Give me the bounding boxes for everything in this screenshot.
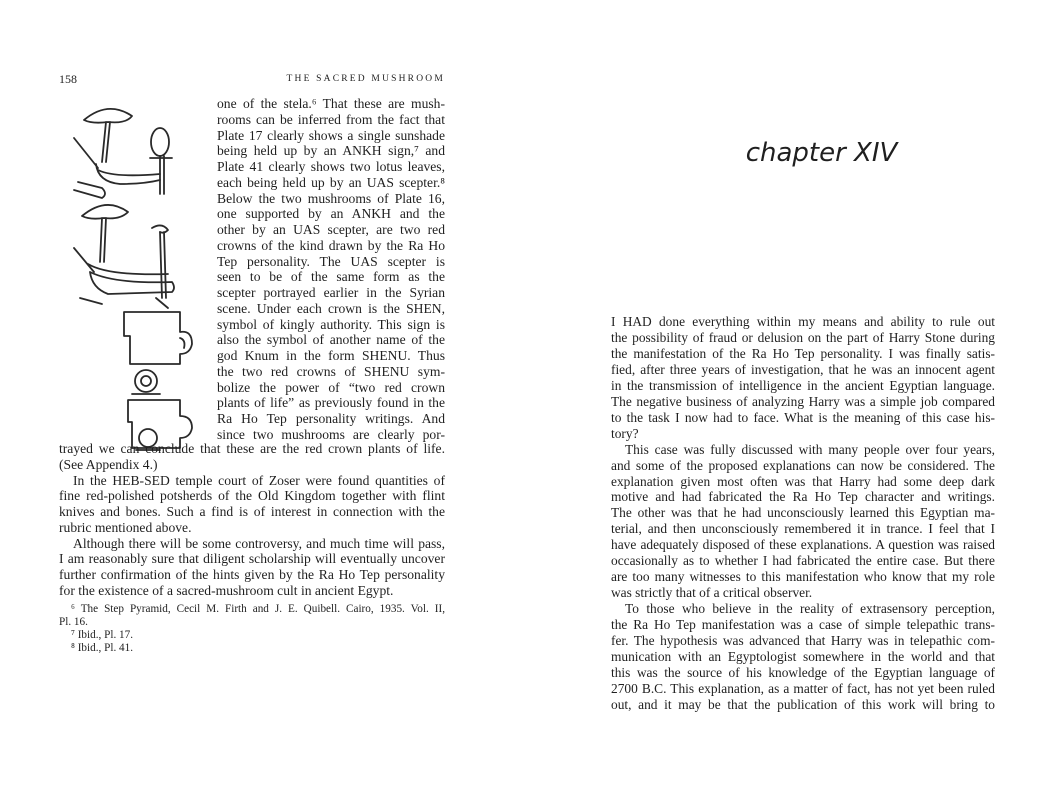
text-line: also the symbol of another name of the <box>217 332 445 348</box>
text-line: Tep personality. The UAS scepter is <box>217 253 445 269</box>
footnotes <box>59 603 445 655</box>
text-line: Plate 17 clearly shows a single sunshade <box>217 127 445 143</box>
text-line: To those who believe in the reality of extrasensory perception, <box>625 601 995 617</box>
text-line: was strictly that of a critical observer. <box>611 585 813 601</box>
text-line: the manifestation of the Ra Ho Tep personality. I was finally satis- <box>611 345 995 361</box>
hieroglyph-illustration <box>68 98 208 458</box>
text-line: The negative business of analyzing Harry was a simple job compared <box>611 393 995 409</box>
running-title: THE SACRED MUSHROOM <box>286 74 445 84</box>
text-line: Although there will be some controversy, and much time will pass, <box>73 535 445 551</box>
text-line: seen to be of the same form as the <box>217 269 445 285</box>
chapter-heading: chapter XIV <box>745 138 898 168</box>
text-line: god Knum in the form SHENU. Thus <box>217 348 445 363</box>
text-line: I am reasonably sure that diligent scholarship will eventually uncover <box>59 551 445 567</box>
footnote-line: ⁸ Ibid., Pl. 41. <box>71 642 134 654</box>
page-number: 158 <box>59 72 77 86</box>
text-line: trayed we can conclude that these are the red crown plants of life. <box>59 441 445 456</box>
text-line: other by an UAS scepter, are two red <box>217 222 445 237</box>
text-line: Ra Ho Tep personality writings. And <box>217 411 445 426</box>
text-line: bolize the power of “two red crown <box>217 379 445 395</box>
text-line: fer. The hypothesis was advanced that Harry was in telepathic com- <box>611 633 995 649</box>
text-line: one supported by an ANKH and the <box>217 206 445 222</box>
text-line: rubric mentioned above. <box>59 519 192 535</box>
text-line: fine red-polished potsherds of the Old Kingdom together with flint <box>59 488 445 504</box>
text-line: crowns of the kind drawn by the Ra Ho <box>217 237 445 253</box>
text-line: knives and bones. Such a find is of interest in connection with the <box>59 504 445 519</box>
body-text-narrow-column <box>217 96 445 443</box>
right-page <box>529 0 1059 800</box>
text-line: In the HEB-SED temple court of Zoser were found quantities of <box>73 472 445 488</box>
footnote-line: Pl. 16. <box>59 616 88 628</box>
red-crown-glyph <box>124 312 192 364</box>
body-text-column <box>611 314 995 713</box>
text-line: 2700 B.C. This explanation, as a matter of fact, has not yet been ruled <box>611 680 995 696</box>
text-line: This case was fully discussed with many people over four years, <box>625 441 995 457</box>
text-line: for the existence of a sacred-mushroom cult in ancient Egypt. <box>59 582 394 598</box>
text-line: occasionally as to whether I had fabricated the entire case. But there <box>611 553 995 569</box>
text-line: the Ra Ho Tep manifestation was a case of simple telepathic trans- <box>611 617 995 633</box>
text-line: explanation given most often was that Harry had some deep dark <box>611 473 995 489</box>
text-line: further confirmation of the hints given by the Ra Ho Tep personality <box>59 567 445 582</box>
shen-glyph <box>132 370 160 394</box>
text-line: since two mushrooms are clearly por- <box>217 426 445 442</box>
text-line: each being held up by an UAS scepter.⁸ <box>217 174 445 190</box>
mushroom-ankh-glyph <box>74 109 172 198</box>
text-line: have adequately disposed of these explanations. A question was raised <box>611 537 995 553</box>
text-line: rooms can be inferred from the fact that <box>217 111 445 127</box>
text-line: (See Appendix 4.) <box>59 456 158 472</box>
text-line: scene. Under each crown is the SHEN, <box>217 300 445 316</box>
text-line: fied, after three years of investigation, that he was an innocent agent <box>611 361 995 377</box>
text-line: being held up by an ANKH sign,⁷ and <box>217 143 445 159</box>
text-line: out, and it may be that the publication of this work will bring to <box>611 696 995 712</box>
text-line: The other was that he had unconsciously learned this Egyptian ma- <box>611 505 995 521</box>
text-line: are too many witnesses to this manifestation who know that my role <box>611 569 995 585</box>
text-line: this was the source of his knowledge of the Egyptian language of <box>611 664 995 680</box>
text-line: motive and had fabricated the Ra Ho Tep character and writings. <box>611 489 995 505</box>
running-head <box>59 72 445 88</box>
text-line: symbol of kingly authority. This sign is <box>217 316 445 332</box>
text-line: one of the stela.⁶ That these are mush- <box>217 96 445 111</box>
mushroom-scepter-glyph <box>74 205 174 308</box>
footnote-line: ⁷ Ibid., Pl. 17. <box>71 629 134 641</box>
text-line: munication with an Egyptologist somewhere in the world and that <box>611 649 995 665</box>
text-line: Below the two mushrooms of Plate 16, <box>217 190 445 206</box>
footnote-line: ⁶ The Step Pyramid, Cecil M. Firth and J. E. Quibell. Cairo, 1935. Vol. II, <box>71 603 445 615</box>
left-page <box>0 0 529 800</box>
text-line: plants of life” as previously found in the <box>217 395 445 411</box>
text-line: the two red crowns of SHENU sym- <box>217 363 445 379</box>
text-line: terial, and then unconsciously remembered it in trance. I feel that I <box>611 521 995 537</box>
text-line: I HAD done everything within my means and ability to rule out <box>611 314 995 329</box>
text-line: the possibility of fraud or delusion on the part of Harry Stone during <box>611 329 995 345</box>
text-line: tory? <box>611 425 639 441</box>
text-line: Plate 41 clearly shows two lotus leaves, <box>217 159 445 174</box>
text-line: in the transmission of intelligence in the ancient Egyptian language. <box>611 377 995 393</box>
text-line: to the task I now had to face. What is the meaning of this case his- <box>611 409 995 425</box>
text-line: scepter portrayed earlier in the Syrian <box>217 285 445 300</box>
body-text-wide-column <box>59 441 445 599</box>
text-line: and some of the proposed explanations can now be considered. The <box>611 457 995 473</box>
